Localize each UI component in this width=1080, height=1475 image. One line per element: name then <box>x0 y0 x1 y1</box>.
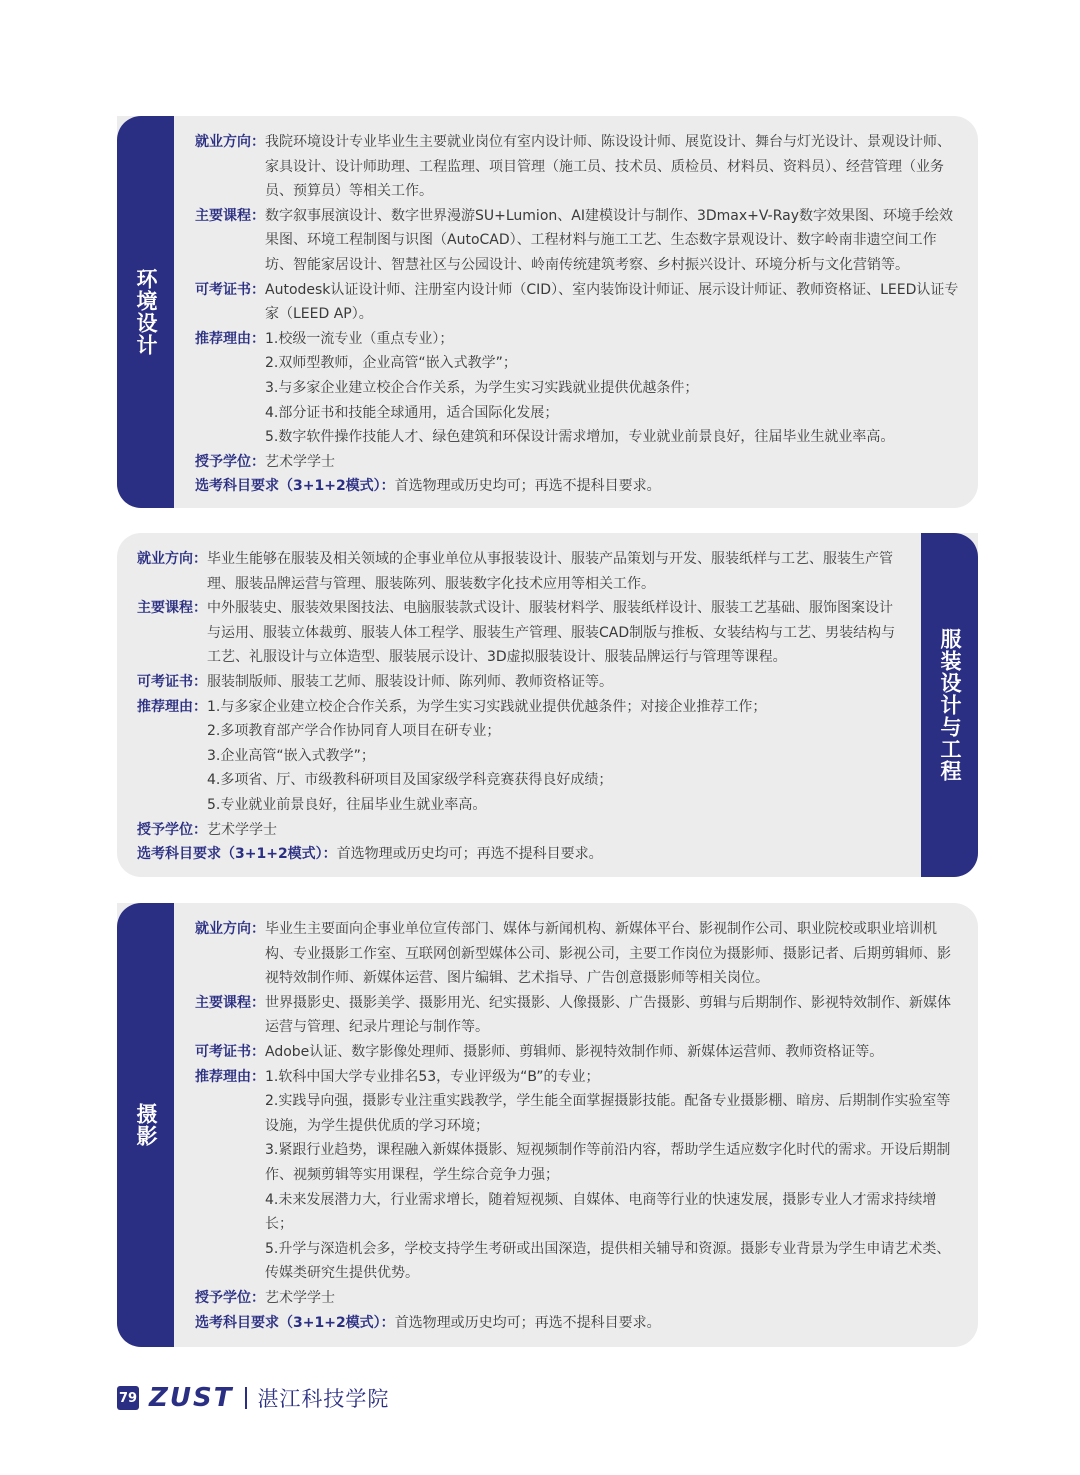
reason-item: 2.双师型教师，企业高管“嵌入式教学”； <box>265 355 517 372</box>
cert-row <box>195 1040 960 1065</box>
section-tab <box>117 116 174 508</box>
courses-label: 主要课程： <box>195 207 265 224</box>
section-tab-label: 摄影 <box>134 1103 158 1147</box>
cert-label: 可考证书： <box>195 281 265 298</box>
reason-item: 5.专业就业前景良好，往届毕业生就业率高。 <box>207 796 487 813</box>
employment-row <box>137 547 900 596</box>
courses-text: 数字叙事展演设计、数字世界漫游SU+Lumion、AI建模设计与制作、3Dmax+V-Ray数字效果图、环境手绘效果图、环境工程制图与识图（AutoCAD）、工程材料与施工工艺、生态数字景观设计、数字岭南非遗空间工作坊、智能家居设计、智慧社区与公园设计、岭南传统建筑考察、乡村振兴设计、环境分析与文化营销等。 <box>265 207 953 273</box>
degree-row <box>195 1286 960 1311</box>
reason-item: 5.升学与深造机会多，学校支持学生考研或出国深造，提供相关辅导和资源。摄影专业背景为学生申请艺术类、传媒类研究生提供优势。 <box>265 1240 951 1282</box>
reason-item: 1.软科中国大学专业排名53，专业评级为“B”的专业； <box>265 1068 600 1085</box>
section-body <box>195 917 960 1335</box>
reasons-list <box>265 327 960 450</box>
employment-row <box>195 130 960 204</box>
reason-item: 1.与多家企业建立校企合作关系，为学生实习实践就业提供优越条件；对接企业推荐工作； <box>207 698 767 715</box>
reasons-list <box>207 695 900 818</box>
page-footer <box>117 1383 389 1413</box>
section-environment-design <box>117 116 978 508</box>
subject-row <box>195 474 960 499</box>
subject-text: 首选物理或历史均可；再选不提科目要求。 <box>336 846 603 863</box>
courses-label: 主要课程： <box>137 600 207 617</box>
brand-logo-text: ZUST <box>149 1383 234 1413</box>
employment-label: 就业方向： <box>195 921 265 937</box>
degree-text: 艺术学学士 <box>265 453 335 470</box>
section-body <box>195 130 960 499</box>
courses-row <box>195 991 960 1040</box>
reason-item: 3.紧跟行业趋势，课程融入新媒体摄影、短视频制作等前沿内容，帮助学生适应数字化时代的需求。开设后期制作、视频剪辑等实用课程，学生综合竞争力强； <box>265 1142 951 1183</box>
reasons-label: 推荐理由： <box>195 330 265 347</box>
reason-item: 2.实践导向强，摄影专业注重实践教学，学生能全面掌握摄影技能。配备专业摄影棚、暗房、后期制作实验室等设施，为学生提供优质的学习环境； <box>265 1093 951 1134</box>
reasons-label: 推荐理由： <box>195 1068 265 1085</box>
employment-label: 就业方向： <box>195 134 265 150</box>
subject-text: 首选物理或历史均可；再选不提科目要求。 <box>394 478 661 495</box>
degree-text: 艺术学学士 <box>265 1289 335 1306</box>
degree-label: 授予学位： <box>137 821 207 838</box>
degree-row <box>137 818 900 843</box>
reasons-list <box>265 1065 960 1286</box>
courses-text: 世界摄影史、摄影美学、摄影用光、纪实摄影、人像摄影、广告摄影、剪辑与后期制作、影视特效制作、新媒体运营与管理、纪录片理论与制作等。 <box>265 994 951 1036</box>
school-name: 湛江科技学院 <box>257 1387 390 1411</box>
reason-item: 4.部分证书和技能全球通用，适合国际化发展； <box>265 404 559 421</box>
degree-text: 艺术学学士 <box>207 821 277 838</box>
employment-label: 就业方向： <box>137 551 207 567</box>
degree-label: 授予学位： <box>195 1289 265 1306</box>
subject-row <box>195 1311 960 1336</box>
reason-item: 2.多项教育部产学合作协同育人项目在研专业； <box>207 723 501 740</box>
reason-item: 5.数字软件操作技能人才、绿色建筑和环保设计需求增加，专业就业前景良好，往届毕业生就业率高。 <box>265 429 895 446</box>
reasons-row <box>137 695 900 818</box>
employment-text: 毕业生能够在服装及相关领域的企事业单位从事报装设计、服装产品策划与开发、服装纸样与工艺、服装生产管理、服装品牌运营与管理、服装陈列、服装数字化技术应用等相关工作。 <box>207 551 893 592</box>
cert-row <box>195 278 960 327</box>
cert-text: Autodesk认证设计师、注册室内设计师（CID）、室内装饰设计师证、展示设计师证、教师资格证、LEED认证专家（LEED AP）。 <box>265 281 959 323</box>
courses-label: 主要课程： <box>195 994 265 1011</box>
reasons-row <box>195 1065 960 1286</box>
subject-label: 选考科目要求（3+1+2模式）： <box>195 1314 395 1331</box>
footer-divider <box>245 1387 247 1409</box>
employment-row <box>195 917 960 991</box>
employment-text: 我院环境设计专业毕业生主要就业岗位有室内设计师、陈设设计师、展览设计、舞台与灯光设计、景观设计师、家具设计、设计师助理、工程监理、项目管理（施工员、技术员、质检员、材料员、资料员）、经营管理（业务员、预算员）等相关工作。 <box>265 134 951 200</box>
section-body <box>137 547 900 867</box>
reason-item: 1.校级一流专业（重点专业）； <box>265 330 454 347</box>
cert-text: 服装制版师、服装工艺师、服装设计师、陈列师、教师资格证等。 <box>207 673 613 690</box>
reason-item: 4.多项省、厅、市级教科研项目及国家级学科竞赛获得良好成绩； <box>207 772 613 789</box>
section-tab <box>921 533 978 877</box>
subject-text: 首选物理或历史均可；再选不提科目要求。 <box>394 1314 661 1331</box>
reasons-row <box>195 327 960 450</box>
courses-text: 中外服装史、服装效果图技法、电脑服装款式设计、服装材料学、服装纸样设计、服装工艺基础、服饰图案设计与运用、服装立体裁剪、服装人体工程学、服装生产管理、服装CAD制版与推板、女装结构与工艺、男装结构与工艺、礼服设计与立体造型、服装展示设计、3D虚拟服装设计、服装品牌运行与管理等课程。 <box>207 600 896 666</box>
subject-row <box>137 842 900 867</box>
section-tab-label: 服装设计与工程 <box>938 628 962 782</box>
cert-label: 可考证书： <box>195 1043 265 1060</box>
section-fashion-design <box>117 533 978 877</box>
cert-label: 可考证书： <box>137 673 207 690</box>
subject-label: 选考科目要求（3+1+2模式）： <box>137 846 337 863</box>
section-tab-label: 环境设计 <box>134 268 158 356</box>
cert-row <box>137 670 900 695</box>
cert-text: Adobe认证、数字影像处理师、摄影师、剪辑师、影视特效制作师、新媒体运营师、教师资格证等。 <box>265 1043 884 1060</box>
degree-row <box>195 450 960 475</box>
courses-row <box>195 204 960 278</box>
section-photography <box>117 903 978 1347</box>
page-number: 79 <box>117 1386 139 1410</box>
degree-label: 授予学位： <box>195 453 265 470</box>
reason-item: 4.未来发展潜力大，行业需求增长，随着短视频、自媒体、电商等行业的快速发展，摄影专业人才需求持续增长； <box>265 1191 937 1233</box>
employment-text: 毕业生主要面向企事业单位宣传部门、媒体与新闻机构、新媒体平台、影视制作公司、职业院校或职业培训机构、专业摄影工作室、互联网创新型媒体公司、影视公司，主要工作岗位为摄影师、摄影记者、后期剪辑师、影视特效制作师、新媒体运营、图片编辑、艺术指导、广告创意摄影师等相关岗位。 <box>265 921 951 987</box>
reasons-label: 推荐理由： <box>137 698 207 715</box>
reason-item: 3.与多家企业建立校企合作关系，为学生实习实践就业提供优越条件； <box>265 379 699 396</box>
section-tab <box>117 903 174 1347</box>
reason-item: 3.企业高管“嵌入式教学”； <box>207 747 375 764</box>
subject-label: 选考科目要求（3+1+2模式）： <box>195 478 395 495</box>
courses-row <box>137 596 900 670</box>
